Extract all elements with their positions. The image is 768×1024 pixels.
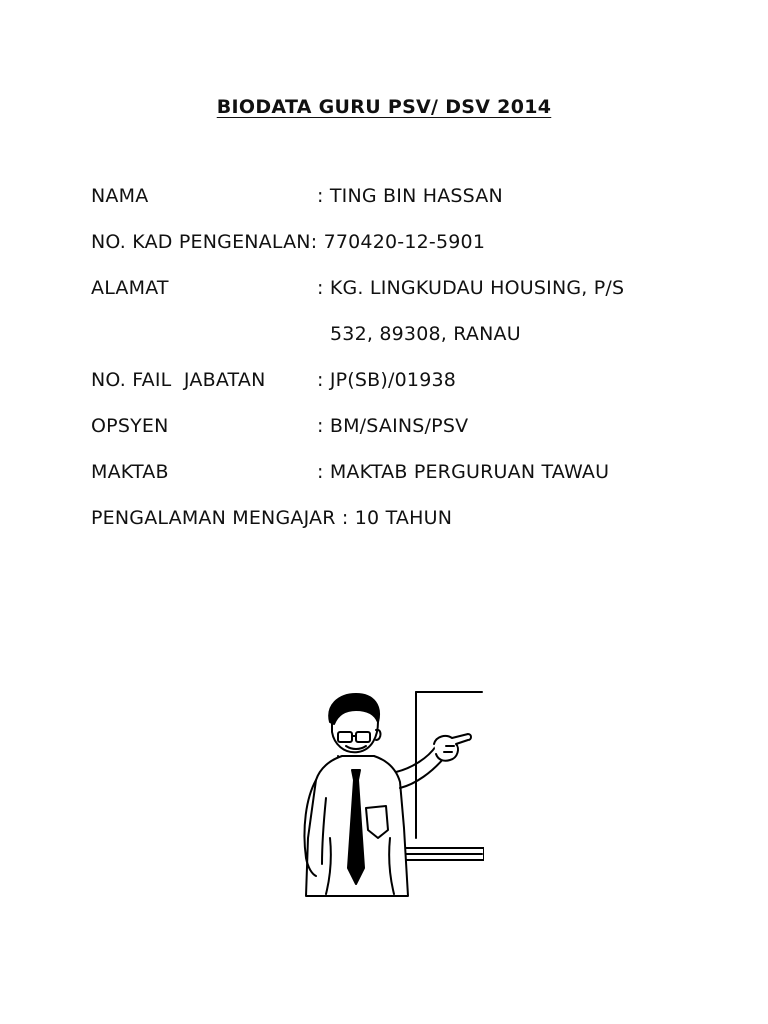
title-text: BIODATA GURU PSV/ DSV 2014 — [216, 96, 552, 118]
field-alamat — [91, 276, 624, 300]
page-title — [0, 96, 768, 118]
field-label: NO. FAIL JABATAN — [91, 369, 266, 391]
field-kad-pengenalan — [91, 230, 485, 254]
field-opsyen — [91, 414, 468, 438]
field-label: PENGALAMAN MENGAJAR — [91, 507, 336, 529]
field-alamat-line2 — [330, 322, 521, 346]
field-label: OPSYEN — [91, 415, 169, 437]
field-maktab — [91, 460, 609, 484]
teacher-pointing-board-icon — [286, 688, 484, 898]
field-label: ALAMAT — [91, 277, 169, 299]
field-separator: : — [317, 185, 330, 207]
field-value: MAKTAB PERGURUAN TAWAU — [329, 461, 610, 483]
field-no-fail-jabatan — [91, 368, 456, 392]
field-value-continued: 532, 89308, RANAU — [330, 323, 521, 345]
field-separator: : — [317, 461, 330, 483]
field-nama — [91, 184, 503, 208]
field-separator: : — [335, 507, 355, 529]
field-value: KG. LINGKUDAU HOUSING, P/S — [329, 277, 625, 299]
field-pengalaman-mengajar — [91, 506, 452, 530]
pointing-hand-icon — [434, 734, 471, 761]
field-value: 10 TAHUN — [354, 507, 453, 529]
field-separator: : — [317, 277, 330, 299]
field-separator: : — [317, 369, 330, 391]
field-label: NAMA — [91, 185, 149, 207]
field-value: JP(SB)/01938 — [329, 369, 457, 391]
field-separator: : — [310, 231, 324, 253]
field-label: MAKTAB — [91, 461, 169, 483]
field-label: NO. KAD PENGENALAN — [91, 231, 311, 253]
field-separator: : — [317, 415, 330, 437]
field-value: TING BIN HASSAN — [329, 185, 503, 207]
field-value: BM/SAINS/PSV — [329, 415, 469, 437]
field-value: 770420-12-5901 — [323, 231, 486, 253]
